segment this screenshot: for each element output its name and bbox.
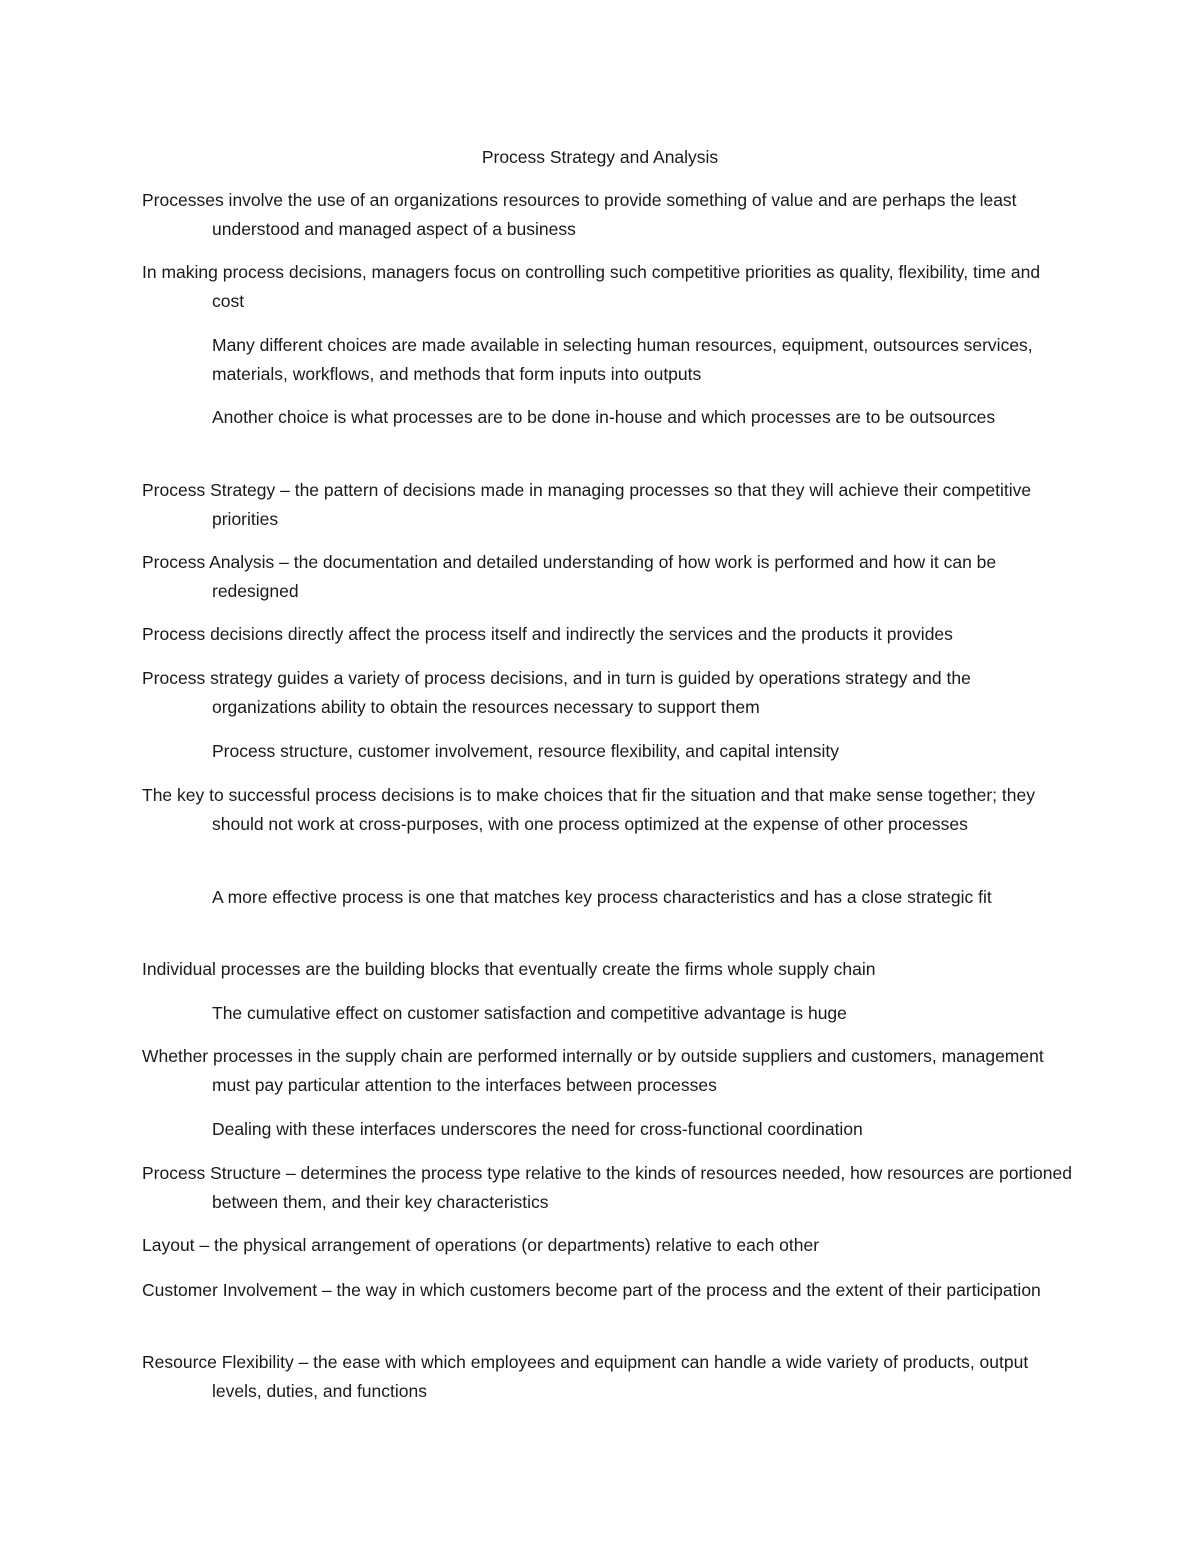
paragraph-19: Resource Flexibility – the ease with which employees and equipment can handle a wide variety of products, output levels, duties, and functions [142,1352,1029,1401]
paragraph-12: Individual processes are the building blocks that eventually create the firms whole supply chain [142,959,876,979]
paragraph-3: Many different choices are made available in selecting human resources, equipment, outsources services, materials, workflows, and methods that form inputs into outputs [212,335,1033,384]
paragraph-7: Process decisions directly affect the process itself and indirectly the services and the products it provides [142,624,953,644]
paragraph-4: Another choice is what processes are to be done in-house and which processes are to be outsources [212,407,996,427]
paragraph-9: Process structure, customer involvement, resource flexibility, and capital intensity [212,741,840,761]
paragraph-5: Process Strategy – the pattern of decisions made in managing processes so that they will achieve their competitive priorities [142,480,1032,529]
paragraph-1: Processes involve the use of an organizations resources to provide something of value and are perhaps the least understood and managed aspect of a business [142,190,1017,239]
paragraph-8: Process strategy guides a variety of process decisions, and in turn is guided by operations strategy and the organizations ability to obtain the resources necessary to support them [142,668,971,717]
paragraph-16: Process Structure – determines the process type relative to the kinds of resources needed, how resources are portioned between them, and their key characteristics [142,1163,1072,1212]
paragraph-6: Process Analysis – the documentation and detailed understanding of how work is performed and how it can be redesigned [142,552,997,601]
paragraph-18: Customer Involvement – the way in which customers become part of the process and the extent of their participation [142,1280,1041,1300]
paragraph-17: Layout – the physical arrangement of operations (or departments) relative to each other [142,1235,820,1255]
paragraph-14: Whether processes in the supply chain are performed internally or by outside suppliers and customers, management must pay particular attention to the interfaces between processes [142,1046,1044,1095]
paragraph-11: A more effective process is one that matches key process characteristics and has a close strategic fit [212,887,992,907]
document-title: Process Strategy and Analysis [481,147,719,167]
paragraph-10: The key to successful process decisions is to make choices that fir the situation and that make sense together; they should not work at cross-purposes, with one process optimized at the expense of other processes [142,785,1035,834]
paragraph-15: Dealing with these interfaces underscores the need for cross-functional coordination [212,1119,863,1139]
paragraph-2: In making process decisions, managers focus on controlling such competitive priorities as quality, flexibility, time and cost [142,262,1041,311]
paragraph-13: The cumulative effect on customer satisfaction and competitive advantage is huge [212,1003,847,1023]
